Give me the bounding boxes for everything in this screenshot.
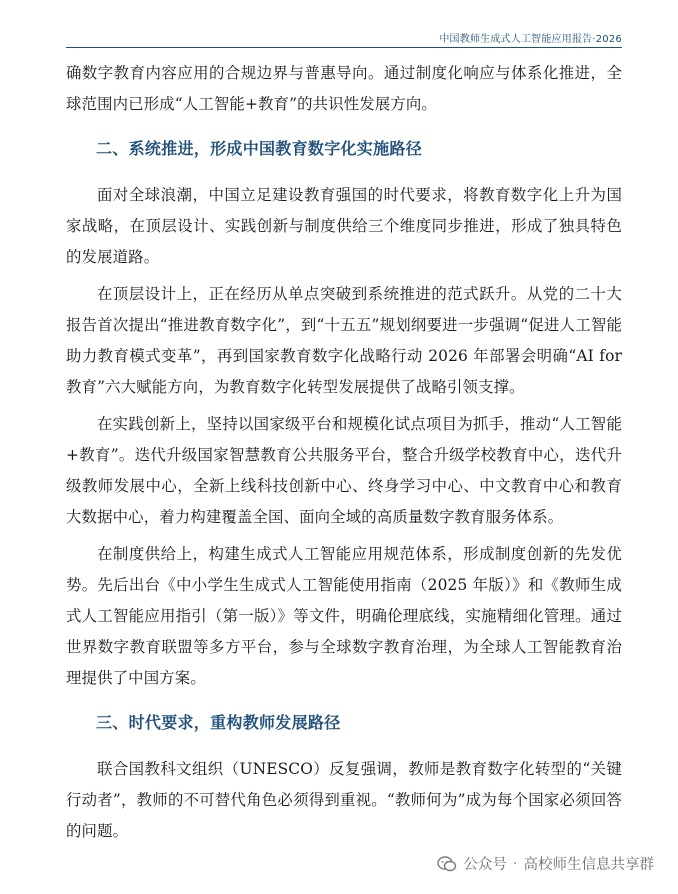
watermark <box>433 851 658 876</box>
section-heading-2: 二、系统推进，形成中国教育数字化实施路径 <box>96 139 423 158</box>
header-rule <box>66 47 622 48</box>
section-heading-3: 三、时代要求，重构教师发展路径 <box>96 713 341 732</box>
paragraph-practice-innovation: 在实践创新上，坚持以国家级平台和规模化试点项目为抓手，推动“人工智能+教育”。迭代升级国家智慧教育公共服务平台，整合升级学校教育中心，迭代升级教师发展中心，全新上线科技创新中心、终身学习中心、中文教育中心和教育大数据中心，着力构建覆盖全国、面向全域的高质量数字教育服务体系。 <box>66 415 622 526</box>
paragraph-global-wave: 面对全球浪潮，中国立足建设教育强国的时代要求，将教育数字化上升为国家战略，在顶层设计、实践创新与制度供给三个维度同步推进，形成了独具特色的发展道路。 <box>66 186 622 266</box>
watermark-prefix: 公众号 <box>463 857 507 873</box>
paragraph-top-level-design: 在顶层设计上，正在经历从单点突破到系统推进的范式跃升。从党的二十大报告首次提出“推进教育数字化”，到“十五五”规划纲要进一步强调“促进人工智能助力教育模式变革”，再到国家教育数字化战略行动 2026 年部署会明确“AI for 教育”六大赋能方向，为教育数字化转型发展提供了战略引领支撑。 <box>66 285 622 396</box>
watermark-separator: · <box>512 855 518 872</box>
document-body <box>66 58 622 853</box>
watermark-name: 高校师生信息共享群 <box>523 857 654 873</box>
running-header: 中国教师生成式人工智能应用报告·2026 <box>439 34 622 45</box>
paragraph-unesco: 联合国教科文组织（UNESCO）反复强调，教师是教育数字化转型的“关键行动者”，教师的不可替代角色必须得到重视。“教师何为”成为每个国家必须回答的问题。 <box>66 760 622 840</box>
wechat-official-account-icon <box>437 855 457 873</box>
paragraph-continued: 确数字教育内容应用的合规边界与普惠导向。通过制度化响应与体系化推进，全球范围内已形成“人工智能+教育”的共识性发展方向。 <box>66 64 622 113</box>
paragraph-institutional-supply: 在制度供给上，构建生成式人工智能应用规范体系，形成制度创新的先发优势。先后出台《中小学生生成式人工智能使用指南（2025 年版）》和《教师生成式人工智能应用指引（第一版）》等文件，明确伦理底线，实施精细化管理。通过世界数字教育联盟等多方平台，参与全球数字教育治理，为全球人工智能教育治理提供了中国方案。 <box>66 545 622 687</box>
